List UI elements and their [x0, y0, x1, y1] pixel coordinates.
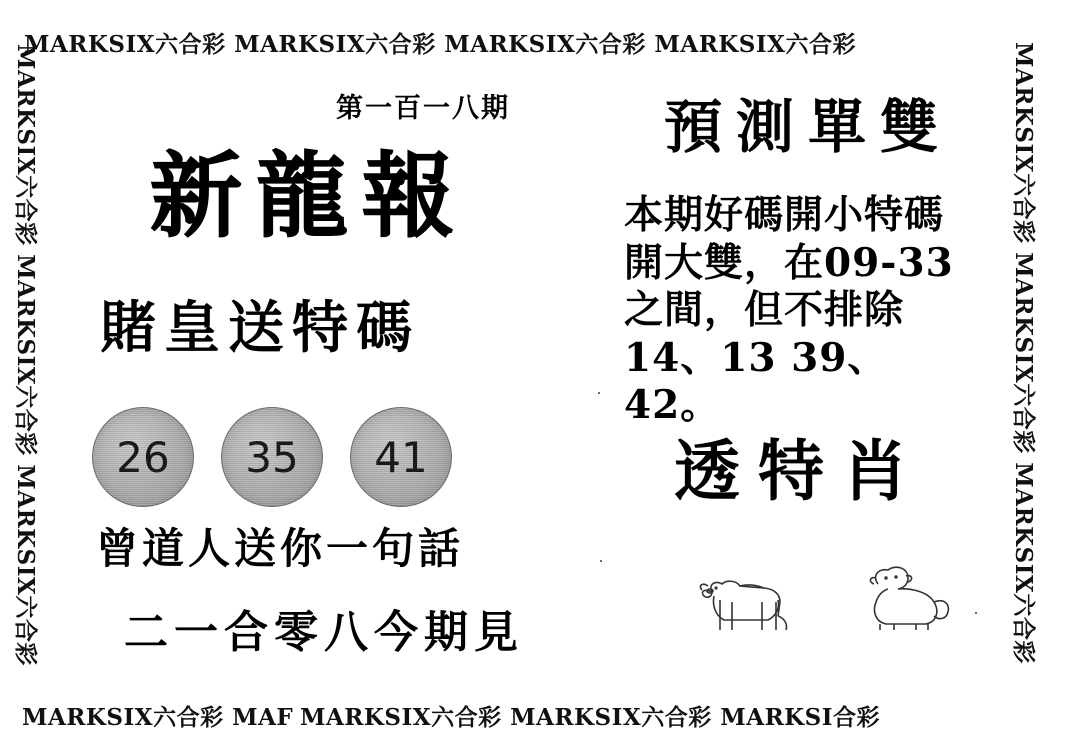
- zodiac-animal-group: [680, 556, 970, 646]
- issue-number: 第一百一八期: [336, 93, 510, 124]
- forecast-title: 預測單雙: [664, 93, 953, 161]
- border-marquee-right: MARKSIX六合彩 MARKSIX六合彩 MARKSIX六合彩: [1010, 42, 1037, 664]
- border-marquee-bottom: MARKSIX六合彩 MAF: [22, 704, 294, 731]
- lottery-ball: 41: [350, 407, 452, 507]
- lottery-ball: 26: [92, 407, 194, 507]
- lottery-ball-group: [92, 404, 452, 510]
- border-marquee-top: MARKSIX六合彩 MARKSIX六合彩 MARKSIX六合彩 MARKSIX六合彩: [24, 31, 857, 58]
- page-title: 新龍報: [150, 142, 469, 250]
- ox-icon: [690, 572, 800, 646]
- subtitle: 賭皇送特碼: [100, 295, 420, 361]
- lucky-phrase: 二一合零八今期見: [124, 607, 524, 658]
- scan-noise: [975, 612, 977, 614]
- forecast-text: 本期好碼開小特碼開大雙，在09-33之間，但不排除14、13 39、42。: [624, 192, 954, 429]
- zodiac-title: 透特肖: [674, 432, 926, 510]
- monkey-icon: [850, 558, 960, 640]
- border-marquee-bottom-2: MARKSIX六合彩 MARKSIX六合彩 MARKSI合彩: [300, 704, 881, 731]
- border-marquee-left: MARKSIX六合彩 MARKSIX六合彩 MARKSIX六合彩: [12, 44, 39, 666]
- saying-label: 曾道人送你一句話: [96, 524, 465, 573]
- scan-noise: [598, 392, 600, 394]
- lottery-ball: 35: [221, 407, 323, 507]
- scan-noise: [600, 560, 602, 562]
